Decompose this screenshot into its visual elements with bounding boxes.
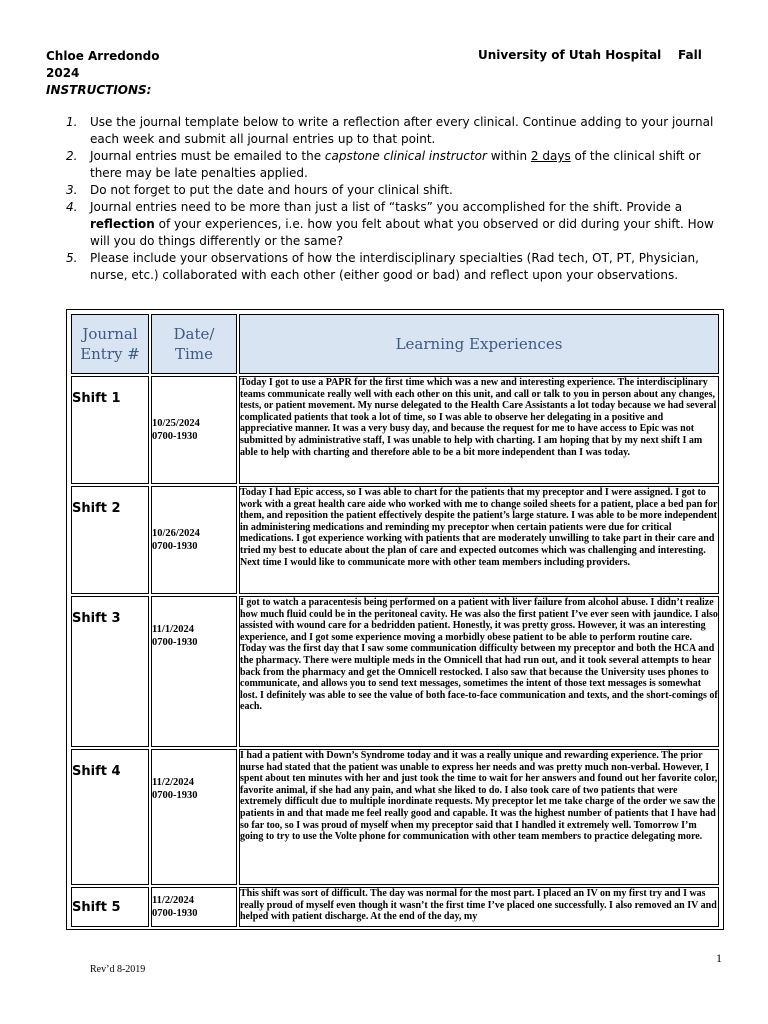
header-text: Date/: [173, 325, 215, 343]
list-number: 3.: [66, 183, 78, 197]
instruction-text: Please include your observations of how the interdisciplinary specialties (Rad tech, OT, PT, Physician, nurse, etc.) collaborated with each other (either good or bad) and reflect upon your observations.: [90, 251, 699, 282]
learning-experience-text: [239, 486, 719, 594]
shift-date-time: [151, 749, 237, 885]
header-journal-entry: [71, 314, 149, 374]
instructions-label: INSTRUCTIONS:: [46, 83, 152, 97]
shift-date-time: [151, 486, 237, 594]
shift-date: 10/26/2024: [152, 528, 200, 539]
table-row: [71, 887, 719, 927]
table-row: [71, 376, 719, 484]
shift-label: Shift 2: [71, 486, 149, 594]
header-text: Entry #: [80, 345, 140, 363]
table-row: [71, 749, 719, 885]
instruction-text: within: [486, 149, 531, 163]
header-text: Time: [175, 345, 213, 363]
term: Fall: [678, 48, 702, 62]
header-text: Journal: [82, 325, 138, 343]
learning-experience-text: [239, 596, 719, 747]
learning-experience-text: [239, 749, 719, 885]
list-number: 4.: [66, 200, 78, 214]
learning-experience-text: [239, 887, 719, 927]
shift-time: 0700-1930: [152, 790, 198, 801]
instruction-item: [46, 148, 726, 182]
shift-label: Shift 3: [71, 596, 149, 747]
instruction-item: [46, 114, 726, 148]
instruction-text: Use the journal template below to write a reflection after every clinical. Continue adding to your journal each week and submit all journal entries up to that point.: [90, 115, 714, 146]
entry-text: Today I got to use a PAPR for the first time which was a new and interesting experience. The interdisciplinary teams communicate really well with each other on this unit, and call or talk to you in person about any changes, tests, or patient movement. My nurse delegated to the Health Care Assistants a lot today because we had several complicated patients that took a lot of time, so I was able to observe her delegating in a positive and appreciative manner. It was a very busy day, and because the request for me to have access to Epic was not submitted by administrative staff, I was unable to help with charting. I am hoping that by my next shift I am able to help with charting and therefore able to be a bit more independent than I was today.: [240, 377, 717, 458]
page-number: 1: [716, 951, 722, 965]
list-number: 5.: [66, 251, 78, 265]
shift-time: 0700-1930: [152, 541, 198, 552]
instruction-text: Journal entries must be emailed to the: [90, 149, 325, 163]
shift-time: 0700-1930: [152, 431, 198, 442]
table-row: [71, 486, 719, 594]
instruction-item: [46, 199, 726, 250]
shift-time: 0700-1930: [152, 908, 198, 919]
list-number: 1.: [66, 115, 78, 129]
journal-table: [69, 312, 721, 929]
entry-text: I got to watch a paracentesis being performed on a patient with liver failure from alcohol abuse. I didn’t realize how much fluid could be in the peritoneal cavity. He was also the first patient I’ve ever seen with jaundice. I also assisted with wound care for a bedridden patient. Honestly, it was pretty gross. However, it was an interesting experience, and I got some experience moving a morbidly obese patient to be able to perform routine care. Today was the first day that I saw some communication difficulty between my preceptor and both the HCA and the pharmacy. There were multiple meds in the Omnicell that had run out, and it took several attempts to hear back from the pharmacy and get the Omnicell restocked. I also saw that because the University uses phones to communicate, and allows you to send text messages, sometimes the intent of those text messages is somewhat lost. I definitely was able to see the value of both face-to-face communication and texts, and the short-comings of each.: [240, 597, 718, 713]
instruction-item: [46, 182, 726, 199]
instruction-text: of the clinical shift or there may be late penalties applied.: [90, 149, 701, 180]
year: 2024: [46, 66, 80, 80]
list-number: 2.: [66, 149, 78, 163]
instruction-text: Journal entries need to be more than just a list of “tasks” you accomplished for the shift. Provide a: [90, 200, 683, 214]
shift-label: Shift 4: [71, 749, 149, 885]
shift-date: 11/2/2024: [152, 895, 195, 906]
instruction-item: [46, 250, 726, 284]
journal-table-frame: [66, 309, 724, 930]
shift-time: 0700-1930: [152, 637, 198, 648]
entry-text: I had a patient with Down’s Syndrome today and it was a really unique and rewarding experience. The prior nurse had stated that the patient was unable to express her needs and was pretty much non-verbal. However, I spent about ten minutes with her and just took the time to wait for her answers and found out her favorite color, favorite animal, if she had any pain, and what she liked to do. I also took care of two patients that were extremely difficult due to multiple inordinate requests. My preceptor let me take charge of the order we saw the patients in and that made me feel really good and capable. It was the highest number of patients that I have had so far too, so I was proud of myself when my preceptor said that I handled it extremely well. Tomorrow I’m going to try to use the Volte phone for communication with other team members to practice delegating more.: [240, 750, 718, 843]
header-left: [46, 48, 160, 99]
instruction-underline: 2 days: [530, 149, 571, 163]
instructions-list: [46, 114, 726, 284]
entry-text: This shift was sort of difficult. The day was normal for the most part. I placed an IV on my first try and I was really proud of myself even though it wasn’t the first time I’ve placed one successfully. I also removed an IV and helped with patient discharge. At the end of the day, my: [240, 888, 717, 923]
learning-experience-text: [239, 376, 719, 484]
shift-date-time: [151, 376, 237, 484]
header-learning-experiences: Learning Experiences: [239, 314, 719, 374]
revision-note: Rev’d 8-2019: [90, 964, 146, 975]
shift-date-time: [151, 887, 237, 927]
student-name: Chloe Arredondo: [46, 49, 160, 63]
shift-label: Shift 5: [71, 887, 149, 927]
instruction-text: Do not forget to put the date and hours of your clinical shift.: [90, 183, 453, 197]
table-row: [71, 596, 719, 747]
shift-date-time: [151, 596, 237, 747]
table-header-row: [71, 314, 719, 374]
instruction-bold: reflection: [90, 217, 155, 231]
shift-label: Shift 1: [71, 376, 149, 484]
instruction-text: of your experiences, i.e. how you felt about what you observed or did during your shift. How will you do things differently or the same?: [90, 217, 714, 248]
shift-date: 11/2/2024: [152, 777, 195, 788]
header-date-time: [151, 314, 237, 374]
institution-name: University of Utah Hospital: [478, 48, 662, 62]
instruction-emphasis: capstone clinical instructor: [324, 149, 487, 163]
shift-date: 11/1/2024: [152, 624, 195, 635]
entry-text: Today I had Epic access, so I was able to chart for the patients that my preceptor and I were assigned. I got to work with a great health care aide who worked with me to change soiled sheets for a patient, place a bed pan for them, and reposition the patient effectively despite the patient’s large stature. I was able to be more independent in administering medications and reminding my preceptor when certain patients were due for critical medications. I got experience working with patients that are moderately unwilling to take part in their care and tried my best to educate about the plan of care and expected outcomes which was challenging and interesting. Next time I would like to communicate more with other team members including providers.: [240, 487, 718, 568]
shift-date: 10/25/2024: [152, 418, 200, 429]
